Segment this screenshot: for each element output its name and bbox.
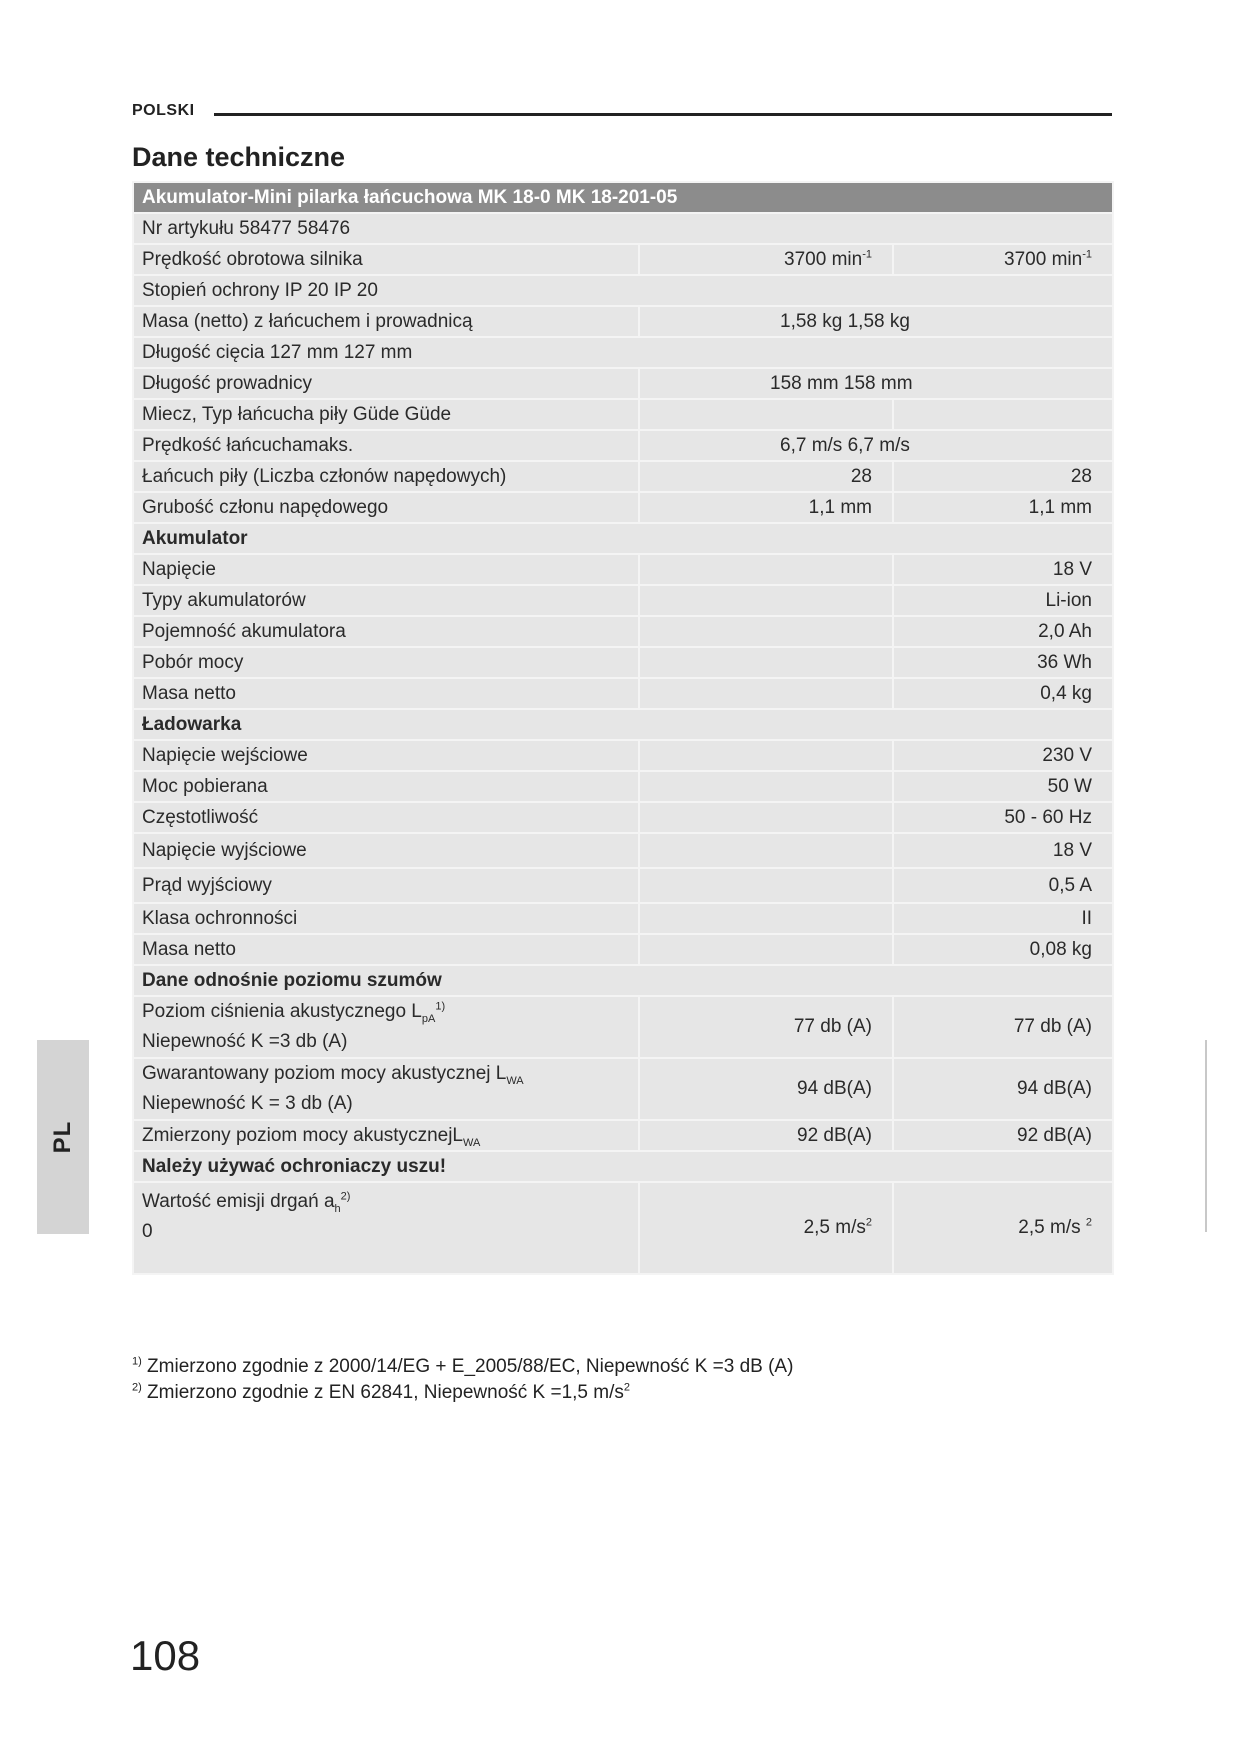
- row-label: Napięcie wejściowe: [133, 740, 639, 771]
- spec-table: [132, 181, 1114, 1275]
- row-label: Zmierzony poziom mocy akustycznejL$_{WA}$: [133, 1120, 639, 1151]
- row-label: Poziom ciśnienia akustycznego $L_{pA}^{1)}$ Niepewność K =3 db (A): [133, 996, 639, 1058]
- row-label: Łańcuch piły (Liczba członów napędowych): [133, 461, 639, 492]
- row-empty: [639, 399, 893, 430]
- table-row: [133, 492, 1113, 523]
- footnote-1: $^{1)}$ Zmierzono zgodnie z 2000/14/EG + E_2005/88/EC, Niepewność K =3 dB (A): [132, 1355, 794, 1377]
- row-empty: [639, 585, 893, 616]
- row-empty: [639, 833, 893, 868]
- row-label: Częstotliwość: [133, 802, 639, 833]
- row-empty: [639, 802, 893, 833]
- page-title: Dane techniczne: [132, 142, 346, 172]
- table-row: [133, 1120, 1113, 1151]
- row-value-2: 77 db (A): [893, 996, 1113, 1058]
- side-tab-label: PL: [49, 1120, 76, 1154]
- table-row: [133, 1182, 1113, 1274]
- row-value: 0,08 kg: [893, 934, 1113, 965]
- table-row: [133, 1058, 1113, 1120]
- row-value-1: 28: [639, 461, 893, 492]
- section-row: [133, 1151, 1113, 1182]
- section-charger: Ładowarka: [133, 709, 1113, 740]
- row-value-2: 28: [893, 461, 1113, 492]
- row-label: Gwarantowany poziom mocy akustycznej $L_{WA}$ Niepewność K = 3 db (A): [133, 1058, 639, 1120]
- table-row: [133, 833, 1113, 868]
- footnote-2: $^{2)}$ Zmierzono zgodnie z EN 62841, Niepewność K =1,5 $m/s^2$: [132, 1381, 631, 1403]
- ear-protection-note: Należy używać ochroniaczy uszu!: [133, 1151, 1113, 1182]
- table-row: [133, 554, 1113, 585]
- row-label: Napięcie: [133, 554, 639, 585]
- page-number: 108: [130, 1632, 201, 1679]
- table-row: [133, 616, 1113, 647]
- table-row: [133, 399, 1113, 430]
- table-row: [133, 275, 1113, 306]
- row-empty: [639, 903, 893, 934]
- row-value-1: 1,1 mm: [639, 492, 893, 523]
- row-label: Napięcie wyjściowe: [133, 833, 639, 868]
- row-cut: Długość cięcia 127 mm 127 mm: [133, 337, 1113, 368]
- table-row: [133, 678, 1113, 709]
- language-label: POLSKI: [132, 102, 195, 119]
- language-side-tab: [37, 1040, 89, 1234]
- row-value: 2,0 Ah: [893, 616, 1113, 647]
- row-value-2: 1,1 mm: [893, 492, 1113, 523]
- row-value-1: 3700 $\min^{-1}$: [639, 244, 893, 275]
- section-noise: Dane odnośnie poziomu szumów: [133, 965, 1113, 996]
- row-label: Typy akumulatorów: [133, 585, 639, 616]
- table-row: [133, 934, 1113, 965]
- row-label: Klasa ochronności: [133, 903, 639, 934]
- row-label: Masa netto: [133, 678, 639, 709]
- row-article: Nr artykułu 58477 58476: [133, 213, 1113, 244]
- header-rule: [214, 113, 1112, 116]
- row-value-1: 77 db (A): [639, 996, 893, 1058]
- footnotes: [132, 1356, 793, 1408]
- table-row: [133, 306, 1113, 337]
- table-row: [133, 461, 1113, 492]
- row-bar: Miecz, Typ łańcucha piły Güde Güde: [133, 399, 639, 430]
- row-label: Pojemność akumulatora: [133, 616, 639, 647]
- table-row: [133, 337, 1113, 368]
- row-empty: [639, 934, 893, 965]
- page-header: [132, 100, 1112, 126]
- row-value: 18 V: [893, 554, 1113, 585]
- table-row: [133, 868, 1113, 903]
- row-label: Masa netto: [133, 934, 639, 965]
- table-row: [133, 740, 1113, 771]
- section-row: [133, 709, 1113, 740]
- row-empty: [639, 771, 893, 802]
- row-value-2: 92 dB(A): [893, 1120, 1113, 1151]
- row-label: Długość prowadnicy: [133, 368, 639, 399]
- row-label: Wartość emisji drgań $a_h^{2)}$ 0: [133, 1182, 639, 1274]
- table-header: Akumulator-Mini pilarka łańcuchowa MK 18-0 MK 18-201-05: [133, 182, 1113, 213]
- section-row: [133, 965, 1113, 996]
- table-row: [133, 996, 1113, 1058]
- row-label: Grubość członu napędowego: [133, 492, 639, 523]
- row-value-2: 94 dB(A): [893, 1058, 1113, 1120]
- row-empty: [639, 554, 893, 585]
- row-value: 6,7 m/s 6,7 m/s: [639, 430, 1113, 461]
- row-value: 0,4 kg: [893, 678, 1113, 709]
- row-empty: [639, 868, 893, 903]
- row-empty: [639, 678, 893, 709]
- row-label: Moc pobierana: [133, 771, 639, 802]
- margin-line: [1205, 1040, 1207, 1232]
- row-value: 18 V: [893, 833, 1113, 868]
- table-row: [133, 802, 1113, 833]
- row-value: 50 - 60 Hz: [893, 802, 1113, 833]
- row-value: 50 W: [893, 771, 1113, 802]
- section-row: [133, 523, 1113, 554]
- table-row: [133, 647, 1113, 678]
- table-row: [133, 244, 1113, 275]
- row-value: 0,5 A: [893, 868, 1113, 903]
- row-value-1: 92 dB(A): [639, 1120, 893, 1151]
- row-value: II: [893, 903, 1113, 934]
- row-label: Masa (netto) z łańcuchem i prowadnicą: [133, 306, 639, 337]
- table-row: [133, 213, 1113, 244]
- table-row: [133, 585, 1113, 616]
- row-label: Pobór mocy: [133, 647, 639, 678]
- row-value-2: 3700 $\min^{-1}$: [893, 244, 1113, 275]
- row-value-1: 2,5 $m/s^2$: [639, 1182, 893, 1274]
- row-value: 36 Wh: [893, 647, 1113, 678]
- table-row: [133, 771, 1113, 802]
- row-value-2: 2,5 m/s $^2$: [893, 1182, 1113, 1274]
- row-empty: [639, 647, 893, 678]
- row-label: Prędkość obrotowa silnika: [133, 244, 639, 275]
- table-row: [133, 430, 1113, 461]
- section-battery: Akumulator: [133, 523, 1113, 554]
- table-row: [133, 903, 1113, 934]
- row-empty: [639, 616, 893, 647]
- row-empty: [639, 740, 893, 771]
- row-label: Prędkość łańcuchamaks.: [133, 430, 639, 461]
- row-value: 230 V: [893, 740, 1113, 771]
- row-empty: [893, 399, 1113, 430]
- row-value: Li-ion: [893, 585, 1113, 616]
- row-label: Prąd wyjściowy: [133, 868, 639, 903]
- table-header-row: [133, 182, 1113, 213]
- row-value: 1,58 kg 1,58 kg: [639, 306, 1113, 337]
- row-value: 158 mm 158 mm: [639, 368, 1113, 399]
- table-row: [133, 368, 1113, 399]
- row-value-1: 94 dB(A): [639, 1058, 893, 1120]
- row-ip: Stopień ochrony IP 20 IP 20: [133, 275, 1113, 306]
